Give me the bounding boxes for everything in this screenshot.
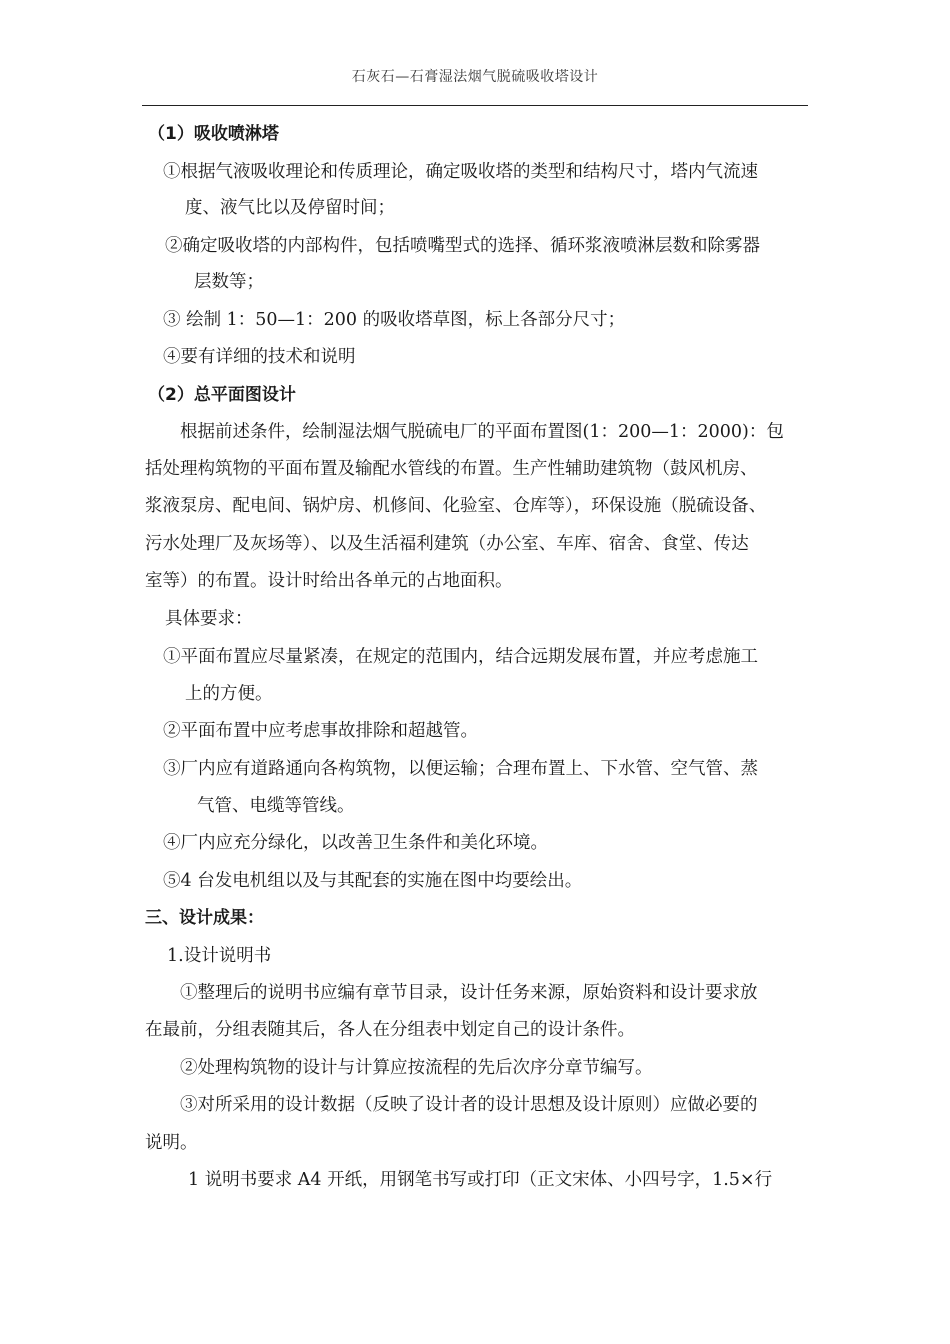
- text-line: ③对所采用的设计数据（反映了设计者的设计思想及设计原则）应做必要的: [180, 1095, 758, 1115]
- text-line: ①平面布置应尽量紧凑，在规定的范围内，结合远期发展布置，并应考虑施工: [163, 647, 758, 667]
- text-line: ②确定吸收塔的内部构件，包括喷嘴型式的选择、循环浆液喷淋层数和除雾器: [165, 236, 760, 256]
- text-line: ⑤4 台发电机组以及与其配套的实施在图中均要绘出。: [163, 871, 583, 891]
- text-line: 度、液气比以及停留时间；: [185, 198, 395, 218]
- text-line: 说明。: [145, 1133, 198, 1153]
- text-line: 1.设计说明书: [167, 946, 272, 966]
- text-line: 气管、电缆等管线。: [197, 796, 355, 816]
- text-line: 室等）的布置。设计时给出各单元的占地面积。: [145, 571, 513, 591]
- text-line: ④要有详细的技术和说明: [163, 347, 356, 367]
- text-line: ③厂内应有道路通向各构筑物，以便运输；合理布置上、下水管、空气管、蒸: [163, 759, 758, 779]
- section-heading-site-plan: （2）总平面图设计: [148, 385, 296, 405]
- text-line: ②处理构筑物的设计与计算应按流程的先后次序分章节编写。: [180, 1058, 653, 1078]
- text-line: 具体要求：: [165, 609, 253, 629]
- text-line: ②平面布置中应考虑事故排除和超越管。: [163, 721, 478, 741]
- section-heading-design-results: 三、设计成果：: [145, 908, 264, 928]
- text-line: 括处理构筑物的平面布置及输配水管线的布置。生产性辅助建筑物（鼓风机房、: [145, 459, 758, 479]
- text-line: ①整理后的说明书应编有章节目录，设计任务来源，原始资料和设计要求放: [180, 983, 758, 1003]
- section-heading-absorption-tower: （1）吸收喷淋塔: [148, 124, 279, 144]
- text-line: ③ 绘制 1：50—1：200 的吸收塔草图，标上各部分尺寸；: [163, 310, 626, 330]
- text-line: ①根据气液吸收理论和传质理论，确定吸收塔的类型和结构尺寸，塔内气流速: [163, 162, 758, 182]
- text-line: 层数等；: [194, 272, 264, 292]
- text-line: 浆液泵房、配电间、锅炉房、机修间、化验室、仓库等），环保设施（脱硫设备、: [145, 496, 767, 516]
- page-header: 石灰石—石膏湿法烟气脱硫吸收塔设计: [351, 69, 599, 85]
- text-line: 根据前述条件，绘制湿法烟气脱硫电厂的平面布置图(1：200—1：2000)：包: [180, 422, 784, 442]
- text-line: 1 说明书要求 A4 开纸，用钢笔书写或打印（正文宋体、小四号字，1.5×行: [188, 1170, 773, 1190]
- text-line: 污水处理厂及灰场等）、以及生活福利建筑（办公室、车库、宿舍、食堂、传达: [145, 534, 749, 554]
- header-divider: [142, 105, 808, 106]
- text-line: 上的方便。: [185, 684, 273, 704]
- text-line: ④厂内应充分绿化，以改善卫生条件和美化环境。: [163, 833, 548, 853]
- text-line: 在最前，分组表随其后，各人在分组表中划定自己的设计条件。: [145, 1020, 635, 1040]
